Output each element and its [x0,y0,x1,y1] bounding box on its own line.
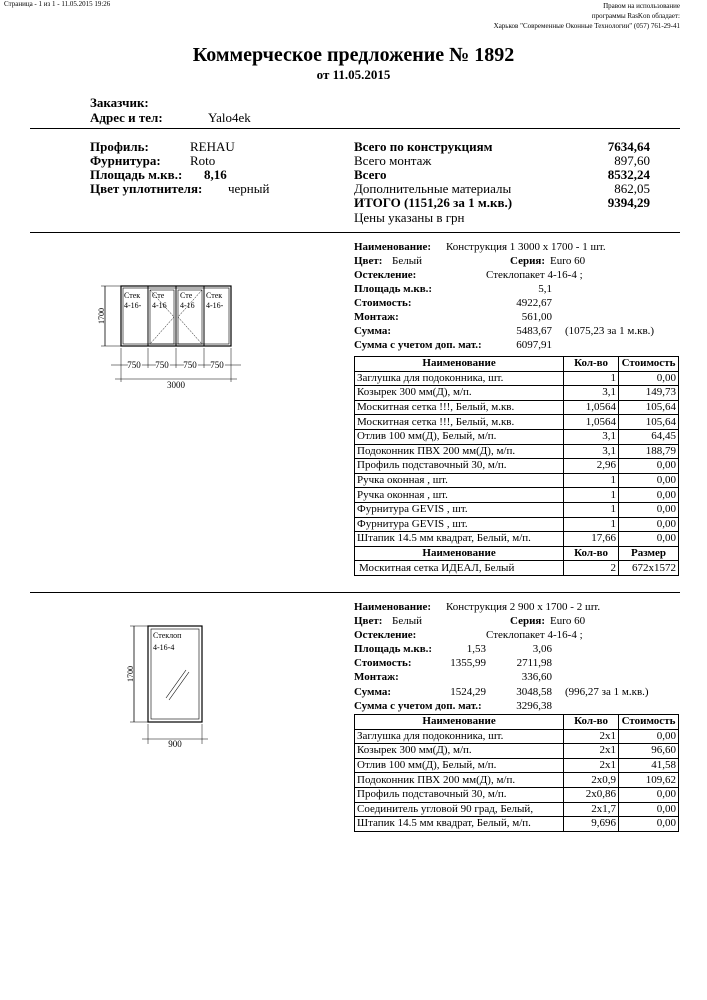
c2-color-label: Цвет: [354,615,383,627]
c1-pane-label: Сте [152,291,165,300]
table-row [355,729,679,744]
quantity-cell: 3,1 [564,386,619,401]
item-name-cell: Козырек 300 мм(Д), м/п. [355,744,564,759]
construction-2-table [354,714,679,832]
table-row [355,386,679,401]
c1-area-value: 5,1 [538,283,552,295]
c1-segment-label: 750 [155,360,169,370]
value-cell: 109,62 [618,773,678,788]
c2-glazing-label: Остекление: [354,629,417,641]
c1-height-label: 1700 [97,308,106,324]
document-title: Коммерческое предложение № 1892 [192,44,515,66]
c1-series-value: Euro 60 [550,255,586,267]
document-date: от 11.05.2015 [316,67,391,82]
quantity-cell: 1 [564,488,619,503]
table-row [355,371,679,386]
quantity-cell: 1 [564,371,619,386]
c1-sum-extra-label: Сумма с учетом доп. мат.: [354,339,482,351]
table-header-row [355,546,679,561]
table-row [355,502,679,517]
c2-sum-extra-label: Сумма с учетом доп. мат.: [354,700,482,712]
table-row [355,517,679,532]
construction-2-drawing [120,618,220,748]
quantity-cell: 1 [564,517,619,532]
c2-cost-value: 1355,99 [450,657,486,669]
item-name-cell: Фурнитура GEVIS , шт. [355,502,564,517]
value-cell: 0,00 [618,817,678,832]
item-name-cell: Ручка оконная , шт. [355,488,564,503]
address-value: Yalo4ek [208,110,251,125]
totals-value: 8532,24 [607,167,650,182]
value-cell: 672x1572 [618,561,678,576]
quantity-cell: 2х0,86 [564,787,619,802]
item-name-cell: Соединитель угловой 90 град, Белый, [355,802,564,817]
item-name-cell: Фурнитура GEVIS , шт. [355,517,564,532]
value-cell: 0,00 [618,488,678,503]
c2-sum-value: 1524,29 [450,686,486,698]
value-cell: 0,00 [618,502,678,517]
quantity-cell: 2х0,9 [564,773,619,788]
c2-sum-extra-value: 3296,38 [516,700,552,712]
totals-value: 897,60 [614,153,650,168]
item-name-cell: Штапик 14.5 мм квадрат, Белый, м/п. [355,532,564,547]
item-name-cell: Отлив 100 мм(Д), Белый, м/п. [355,429,564,444]
table-row [355,744,679,759]
item-name-cell: Подоконник ПВХ 200 мм(Д), м/п. [355,773,564,788]
column-header: Кол-во [564,357,619,372]
c1-mount-value: 561,00 [521,311,552,323]
c1-cost-value: 4922,67 [516,297,552,309]
totals-value: 9394,29 [607,195,650,210]
table-row [355,473,679,488]
c1-sum-label: Сумма: [354,325,392,337]
quantity-cell: 1 [564,473,619,488]
c2-cost-total: 2711,98 [516,657,552,669]
item-name-cell: Заглушка для подоконника, шт. [355,729,564,744]
c1-pane-label: Сте [180,291,193,300]
item-name-cell: Заглушка для подоконника, шт. [355,371,564,386]
totals-label: Всего [354,167,387,182]
c1-segment-label: 750 [210,360,224,370]
c2-pane-label: Стеклоп [153,631,182,640]
c2-series-label: Серия: [510,615,546,627]
table-row [355,429,679,444]
currency-note: Цены указаны в грн [354,210,465,225]
c2-pane-label: 4-16-4 [153,643,175,652]
quantity-cell: 2,96 [564,459,619,474]
item-name-cell: Москитная сетка ИДЕАЛ, Белый [355,561,564,576]
c2-series-value: Euro 60 [550,615,586,627]
table-row [355,802,679,817]
value-cell: 0,00 [618,787,678,802]
totals-row [354,196,650,210]
item-name-cell: Профиль подставочный 30, м/п. [355,787,564,802]
c1-pane-label: Стек [206,291,223,300]
item-name-cell: Ручка оконная , шт. [355,473,564,488]
c2-mount-label: Монтаж: [354,671,399,683]
divider [30,592,680,593]
table-row [355,758,679,773]
item-name-cell: Профиль подставочный 30, м/п. [355,459,564,474]
c1-series-label: Серия: [510,255,546,267]
column-header: Наименование [355,546,564,561]
c2-area-total: 3,06 [532,643,552,655]
c2-sum-total: 3048,58 [516,686,552,698]
table-row [355,400,679,415]
c2-glazing-value: Стеклопакет 4-16-4 ; [486,629,583,641]
quantity-cell: 2х1,7 [564,802,619,817]
divider [30,232,680,233]
quantity-cell: 1,0564 [564,415,619,430]
table-row [355,773,679,788]
construction-1-table [354,356,679,576]
value-cell: 149,73 [618,386,678,401]
c1-segment-label: 750 [183,360,197,370]
c1-pane-label: 4-16- [206,301,224,310]
customer-label: Заказчик: [90,95,149,110]
c2-color-value: Белый [392,615,422,627]
quantity-cell: 3,1 [564,429,619,444]
c1-color-label: Цвет: [354,255,383,267]
totals-label: Всего монтаж [354,153,432,168]
value-cell: 0,00 [618,371,678,386]
value-cell: 0,00 [618,532,678,547]
totals-label: ИТОГО (1151,26 за 1 м.кв.) [354,195,513,210]
value-cell: 0,00 [618,802,678,817]
table-header-row [355,357,679,372]
c2-width-label: 900 [168,739,182,748]
c2-name-value: Конструкция 2 900 х 1700 - 2 шт. [446,601,601,613]
totals-label: Всего по конструкциям [354,139,493,154]
c1-glazing-value: Стеклопакет 4-16-4 ; [486,269,583,281]
quantity-cell: 1 [564,502,619,517]
quantity-cell: 3,1 [564,444,619,459]
table-row [355,787,679,802]
column-header: Стоимость [618,715,678,730]
column-header: Кол-во [564,546,619,561]
value-cell: 188,79 [618,444,678,459]
item-name-cell: Козырек 300 мм(Д), м/п. [355,386,564,401]
quantity-cell: 9,696 [564,817,619,832]
totals-row [354,182,650,196]
value-cell: 105,64 [618,400,678,415]
profile-value: REHAU [190,139,235,154]
c2-cost-label: Стоимость: [354,657,412,669]
totals-label: Дополнительные материалы [354,181,512,196]
column-header: Стоимость [618,357,678,372]
item-name-cell: Москитная сетка !!!, Белый, м.кв. [355,400,564,415]
value-cell: 41,58 [618,758,678,773]
c2-name-label: Наименование: [354,601,431,613]
value-cell: 0,00 [618,459,678,474]
item-name-cell: Штапик 14.5 мм квадрат, Белый, м/п. [355,817,564,832]
c1-cost-label: Стоимость: [354,297,412,309]
c2-area-label: Площадь м.кв.: [354,643,433,655]
value-cell: 0,00 [618,473,678,488]
c2-area-value: 1,53 [466,643,486,655]
rights-line-2: программы RasKon обладает: [591,12,680,20]
c1-sum-extra-value: 6097,91 [516,339,552,351]
c1-pane-label: 4-16 [180,301,195,310]
table-header-row [355,715,679,730]
c1-segment-label: 750 [127,360,141,370]
c1-sum-value: 5483,67 [516,325,552,337]
column-header: Размер [618,546,678,561]
quantity-cell: 2х1 [564,744,619,759]
rights-line-1: Правом на использование [603,2,680,10]
totals-row [354,168,650,182]
totals-value: 862,05 [614,181,650,196]
totals-row [354,154,650,168]
address-label: Адрес и тел: [90,110,163,125]
construction-1-drawing [95,280,245,390]
c1-mount-label: Монтаж: [354,311,399,323]
quantity-cell: 2х1 [564,758,619,773]
c1-pane-label: 4-16- [124,301,142,310]
totals-row [354,140,650,154]
table-row [355,532,679,547]
c1-color-value: Белый [392,255,422,267]
column-header: Кол-во [564,715,619,730]
item-name-cell: Москитная сетка !!!, Белый, м.кв. [355,415,564,430]
value-cell: 0,00 [618,729,678,744]
c1-glazing-label: Остекление: [354,269,417,281]
area-label: Площадь м.кв.: [90,167,183,182]
item-name-cell: Отлив 100 мм(Д), Белый, м/п. [355,758,564,773]
table-row [355,561,679,576]
hardware-value: Roto [190,153,216,168]
c1-width-label: 3000 [167,380,185,390]
page-info: Страница - 1 из 1 - 11.05.2015 19:26 [4,0,111,8]
divider [30,128,680,129]
c1-area-label: Площадь м.кв.: [354,283,433,295]
value-cell: 0,00 [618,517,678,532]
seal-value: черный [228,181,270,196]
value-cell: 105,64 [618,415,678,430]
table-row [355,488,679,503]
quantity-cell: 17,66 [564,532,619,547]
table-row [355,459,679,474]
column-header: Наименование [355,357,564,372]
c1-pane-label: Стек [124,291,141,300]
hardware-label: Фурнитура: [90,153,161,168]
c2-mount-value: 336,60 [521,671,552,683]
value-cell: 96,60 [618,744,678,759]
column-header: Наименование [355,715,564,730]
item-name-cell: Подоконник ПВХ 200 мм(Д), м/п. [355,444,564,459]
c1-name-value: Конструкция 1 3000 х 1700 - 1 шт. [446,241,606,253]
seal-label: Цвет уплотнителя: [90,181,203,196]
c1-pane-label: 4-16 [152,301,167,310]
table-row [355,444,679,459]
profile-label: Профиль: [90,139,149,154]
quantity-cell: 1,0564 [564,400,619,415]
table-row [355,415,679,430]
quantity-cell: 2х1 [564,729,619,744]
quantity-cell: 2 [564,561,619,576]
c2-height-label: 1700 [126,666,135,682]
company-line: Харьков "Современные Оконные Технологии" (057) 761-29-41 [493,22,680,30]
c1-sum-per-m2: (1075,23 за 1 м.кв.) [565,325,655,337]
table-row [355,817,679,832]
value-cell: 64,45 [618,429,678,444]
c1-name-label: Наименование: [354,241,431,253]
c2-sum-per-m2: (996,27 за 1 м.кв.) [565,686,649,698]
totals-value: 7634,64 [607,139,650,154]
c2-sum-label: Сумма: [354,686,392,698]
area-value: 8,16 [204,167,227,182]
